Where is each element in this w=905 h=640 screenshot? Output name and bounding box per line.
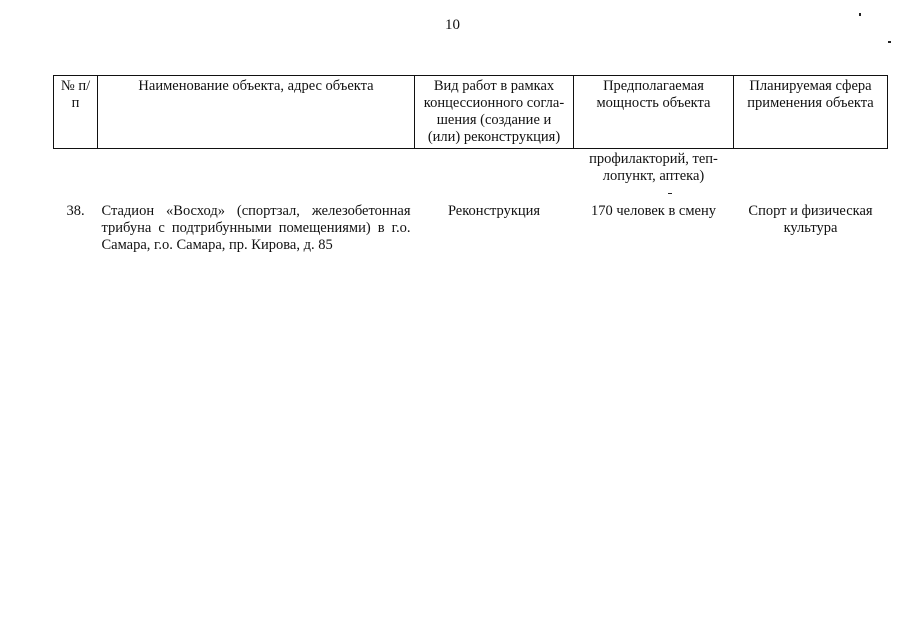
- carryover-row: [54, 149, 888, 204]
- header-number: № п/п: [54, 76, 98, 149]
- scan-speck: [888, 41, 891, 43]
- header-capacity: Предполагаемая мощность объекта: [574, 76, 734, 149]
- carryover-sphere: [734, 149, 888, 204]
- header-work-type: Вид работ в рамках концессионного согла-шения (создание и (или) реконструкция): [415, 76, 574, 149]
- carryover-number: [54, 149, 98, 204]
- header-object-name: Наименование объекта, адрес объекта: [98, 76, 415, 149]
- table-row: [54, 203, 888, 254]
- row-work-type: Реконструкция: [447, 203, 541, 219]
- carryover-work-type: [415, 149, 574, 204]
- row-object-name: Стадион «Восход» (спортзал, железобетонная трибуна с подтрибунными помещениями) в г.о. Самара, г.о. Самара, пр. Кирова, д. 85: [101, 203, 411, 253]
- scan-speck: [859, 13, 861, 16]
- row-sphere: Спорт и физическая культура: [748, 203, 873, 236]
- table-header-row: [54, 76, 888, 149]
- header-sphere: Планируемая сфера применения объекта: [734, 76, 888, 149]
- page-number: 10: [445, 17, 460, 33]
- carryover-name: [98, 149, 415, 204]
- scan-speck: [668, 193, 672, 194]
- row-capacity: 170 человек в смену: [591, 203, 716, 219]
- concession-objects-table: [53, 75, 888, 254]
- row-number: 38.: [66, 203, 85, 219]
- carryover-capacity: профилакторий, теп-лопункт, аптека): [589, 151, 718, 184]
